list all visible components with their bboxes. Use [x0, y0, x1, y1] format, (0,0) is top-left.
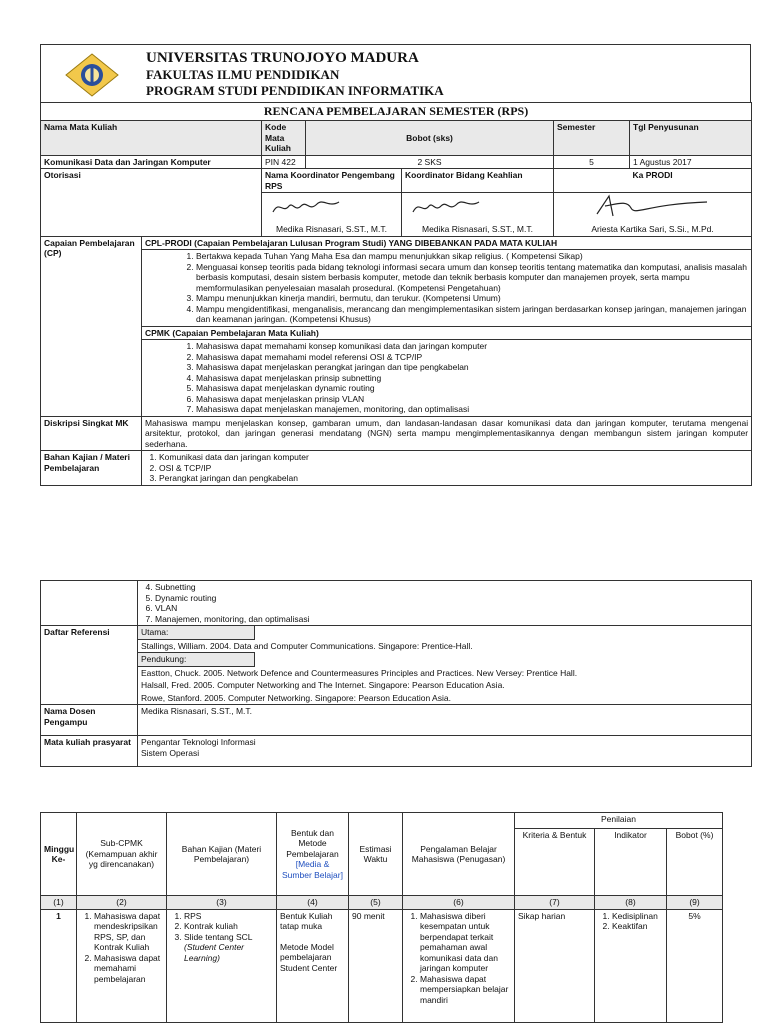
- cpmk-title: CPMK (Capaian Pembelajaran Mata Kuliah): [142, 326, 752, 340]
- subcpmk-item: 1. Mahasiswa dapat mendeskripsikan RPS, SP, dan Kontrak Kuliah: [94, 911, 163, 953]
- coordinator-signature-icon: [262, 193, 402, 224]
- cpmk-item: 4. Mahasiswa dapat menjelaskan prinsip subnetting: [196, 373, 748, 384]
- course-name: Komunikasi Data dan Jaringan Komputer: [41, 155, 262, 169]
- cpmk-item: 3. Mahasiswa dapat menjelaskan perangkat jaringan dan tipe pengkabelan: [196, 362, 748, 373]
- header-method: Bentuk dan Metode Pembelajaran: [286, 827, 339, 859]
- experience-item: 2. Mahasiswa dapat mempersiapkan belajar mandiri: [420, 974, 511, 1006]
- header-assessment: Penilaian: [515, 813, 723, 829]
- indicator-item: 2. Keaktifan: [612, 921, 663, 932]
- expertise-signature-icon: [402, 193, 554, 224]
- label-materials: Bahan Kajian / Materi Pembelajaran: [41, 451, 142, 486]
- cpmk-item: 1. Mahasiswa dapat memahami konsep komunikasi data dan jaringan komputer: [196, 341, 748, 352]
- cpmk-item: 7. Mahasiswa dapat menjelaskan manajemen, monitoring, dan optimalisasi: [196, 404, 748, 415]
- empty-label-cell: [41, 581, 138, 626]
- cpl-prodi-list: [142, 250, 752, 327]
- course-date: 1 Agustus 2017: [630, 155, 752, 169]
- university-name: UNIVERSITAS TRUNOJOYO MADURA: [146, 50, 419, 66]
- label-prerequisite: Mata kuliah prasyarat: [41, 736, 138, 767]
- material-item: 4. Subnetting: [155, 582, 748, 593]
- cpl-item: 4. Mampu mengidentifikasi, menganalisis, merancang dan mengimplementasikan sistem jaringan berdasarkan konsep jaringan, manajemen jaringan dan keamanan jaringan. (Kompetensi Khusus): [196, 304, 748, 325]
- subcpmk-item: 2. Mahasiswa dapat memahami pembelajaran: [94, 953, 163, 985]
- header-weight: Bobot (%): [667, 829, 723, 896]
- expertise-coordinator-name: Medika Risnasari, S.ST., M.T.: [402, 223, 554, 236]
- head-of-program-name: Ariesta Kartika Sari, S.Si., M.Pd.: [554, 223, 752, 236]
- column-number: (1): [41, 896, 77, 910]
- reference-support-item: Halsall, Fred. 2005. Computer Networking and The Internet. Singapore: Pearson Education Asia.: [141, 680, 505, 690]
- coordinator-name: Medika Risnasari, S.ST., M.T.: [262, 223, 402, 236]
- header-subcpmk: Sub-CPMK (Kemampuan akhir yg direncanakan): [77, 813, 167, 896]
- cpl-item: 2. Menguasai konsep teoritis pada bidang teknologi informasi secara umum dan konsep teoritis tentang matematika dan komputasi, analisis masalah berbasis komputasi, desain sistem berbasis komputer, metode dan teknik berbasis komputer dan manajemen proyek, serta mampu memformulasikan penyelesaian masalah prosedural. (Kompetensi Pengetahuan): [196, 262, 748, 294]
- reference-support-item: Eastton, Chuck. 2005. Network Defence and Countermeasures Principles and Practices. New Versey: Prentice Hall.: [141, 667, 578, 678]
- faculty-name: FAKULTAS ILMU PENDIDIKAN: [146, 67, 340, 82]
- material-item: 3. Perangkat jaringan dan pengkabelan: [159, 473, 748, 484]
- prerequisite-list: [138, 736, 752, 767]
- university-logo-icon: [64, 52, 120, 98]
- column-number: (6): [403, 896, 515, 910]
- method-model: Metode Model pembelajaran Student Center: [280, 941, 338, 973]
- materials-list: [142, 451, 752, 486]
- header-indicator: Indikator: [595, 829, 667, 896]
- label-course-code: Kode Mata Kuliah: [262, 121, 306, 156]
- header-method-media: [Media & Sumber Belajar]: [282, 859, 343, 880]
- prerequisite-item: Pengantar Teknologi Informasi: [141, 737, 256, 747]
- row-time: 90 menit: [349, 909, 403, 1022]
- cpmk-item: 6. Mahasiswa dapat menjelaskan prinsip VLAN: [196, 394, 748, 405]
- cpl-item: 3. Mampu menunjukkan kinerja mandiri, bermutu, dan terukur. (Kompetensi Umum): [196, 293, 748, 304]
- label-semester: Semester: [554, 121, 630, 156]
- weekly-plan-table: [40, 812, 723, 1023]
- topic-item: 3. Slide tentang SCL: [184, 932, 273, 943]
- topic-note: (Student Center Learning): [184, 942, 245, 963]
- course-credits: 2 SKS: [306, 155, 554, 169]
- cpmk-item: 5. Mahasiswa dapat menjelaskan dynamic routing: [196, 383, 748, 394]
- material-item: 7. Manajemen, monitoring, dan optimalisasi: [155, 614, 748, 625]
- topic-item: 2. Kontrak kuliah: [184, 921, 273, 932]
- column-number: (4): [277, 896, 349, 910]
- cpmk-list: [142, 340, 752, 417]
- document-title: RENCANA PEMBELAJARAN SEMESTER (RPS): [41, 103, 752, 121]
- experience-item: 1. Mahasiswa diberi kesempatan untuk berpendapat terkait pemahaman awal komunikasi data dan jaringan komputer: [420, 911, 511, 974]
- row-subcpmk: [77, 909, 167, 1022]
- description-text: Mahasiswa mampu menjelaskan konsep, gambaran umum, dan landasan-landasan dasar komunikasi data dan jaringan komputer, terutama mengenai arsitektur, protokol, dan jaringan generasi mendatang (NGN) serta mampu mengimplementasikannya dengan membangun sistem jaringan komputer sederhana.: [142, 416, 752, 451]
- references-support-label: Pendukung:: [138, 652, 255, 667]
- label-coordinator: Nama Koordinator Pengembang RPS: [262, 169, 402, 193]
- rps-continuation-table: [40, 580, 752, 767]
- head-signature-icon: [554, 193, 752, 224]
- material-item: 2. OSI & TCP/IP: [159, 463, 748, 474]
- course-semester: 5: [554, 155, 630, 169]
- label-lecturer: Nama Dosen Pengampu: [41, 705, 138, 736]
- header-topic: Bahan Kajian (Materi Pembelajaran): [167, 813, 277, 896]
- label-date: Tgl Penyusunan: [630, 121, 752, 156]
- cpl-prodi-title: CPL-PRODI (Capaian Pembelajaran Lulusan Program Studi) YANG DIBEBANKAN PADA MATA KULIAH: [142, 236, 752, 250]
- header-week: Minggu Ke-: [41, 813, 77, 896]
- label-expertise-coordinator: Koordinator Bidang Keahlian: [402, 169, 554, 193]
- materials-list-continued: [138, 581, 752, 626]
- column-number: (2): [77, 896, 167, 910]
- column-number: (3): [167, 896, 277, 910]
- row-experience: [403, 909, 515, 1022]
- row-criteria: Sikap harian: [515, 909, 595, 1022]
- column-number: (9): [667, 896, 723, 910]
- label-authorization: Otorisasi: [41, 169, 262, 237]
- row-method: [277, 909, 349, 1022]
- label-references: Daftar Referensi: [41, 626, 138, 705]
- indicator-item: 1. Kedisiplinan: [612, 911, 663, 922]
- method-form: Bentuk Kuliah tatap muka: [280, 910, 333, 931]
- label-credits: Bobot (sks): [306, 121, 554, 156]
- label-head-of-program: Ka PRODI: [554, 169, 752, 193]
- references-main-label: Utama:: [138, 626, 255, 640]
- material-item: 6. VLAN: [155, 603, 748, 614]
- row-indicators: [595, 909, 667, 1022]
- prerequisite-item: Sistem Operasi: [141, 747, 200, 758]
- topic-item: 1. RPS: [184, 911, 273, 922]
- column-number: (8): [595, 896, 667, 910]
- cpmk-item: 2. Mahasiswa dapat memahami model referensi OSI & TCP/IP: [196, 352, 748, 363]
- label-description: Diskripsi Singkat MK: [41, 416, 142, 451]
- material-item: 1. Komunikasi data dan jaringan komputer: [159, 452, 748, 463]
- row-topics: [167, 909, 277, 1022]
- material-item: 5. Dynamic routing: [155, 593, 748, 604]
- course-code: PIN 422: [262, 155, 306, 169]
- reference-main-item: Stallings, William. 2004. Data and Computer Communications. Singapore: Prentice-Hall.: [141, 640, 473, 651]
- label-course-name: Nama Mata Kuliah: [41, 121, 262, 156]
- header-experience: Pengalaman Belajar Mahasiswa (Penugasan): [403, 813, 515, 896]
- program-name: PROGRAM STUDI PENDIDIKAN INFORMATIKA: [146, 83, 444, 98]
- reference-support-item: Rowe, Stanford. 2005. Computer Networking. Singapore: Pearson Education Asia.: [141, 692, 451, 703]
- references-block: [138, 626, 752, 705]
- column-number: (5): [349, 896, 403, 910]
- label-learning-outcomes: Capaian Pembelajaran (CP): [41, 236, 142, 416]
- header-time: Estimasi Waktu: [349, 813, 403, 896]
- week-number: 1: [41, 909, 77, 1022]
- cpl-item: 1. Bertakwa kepada Tuhan Yang Maha Esa dan mampu menunjukkan sikap religius. ( Kompetensi Sikap): [196, 251, 748, 262]
- header-method-cell: [277, 813, 349, 896]
- row-weight: 5%: [667, 909, 723, 1022]
- rps-main-table: [40, 102, 752, 486]
- lecturer-name: Medika Risnasari, S.ST., M.T.: [138, 705, 752, 736]
- header-criteria: Kriteria & Bentuk: [515, 829, 595, 896]
- column-number: (7): [515, 896, 595, 910]
